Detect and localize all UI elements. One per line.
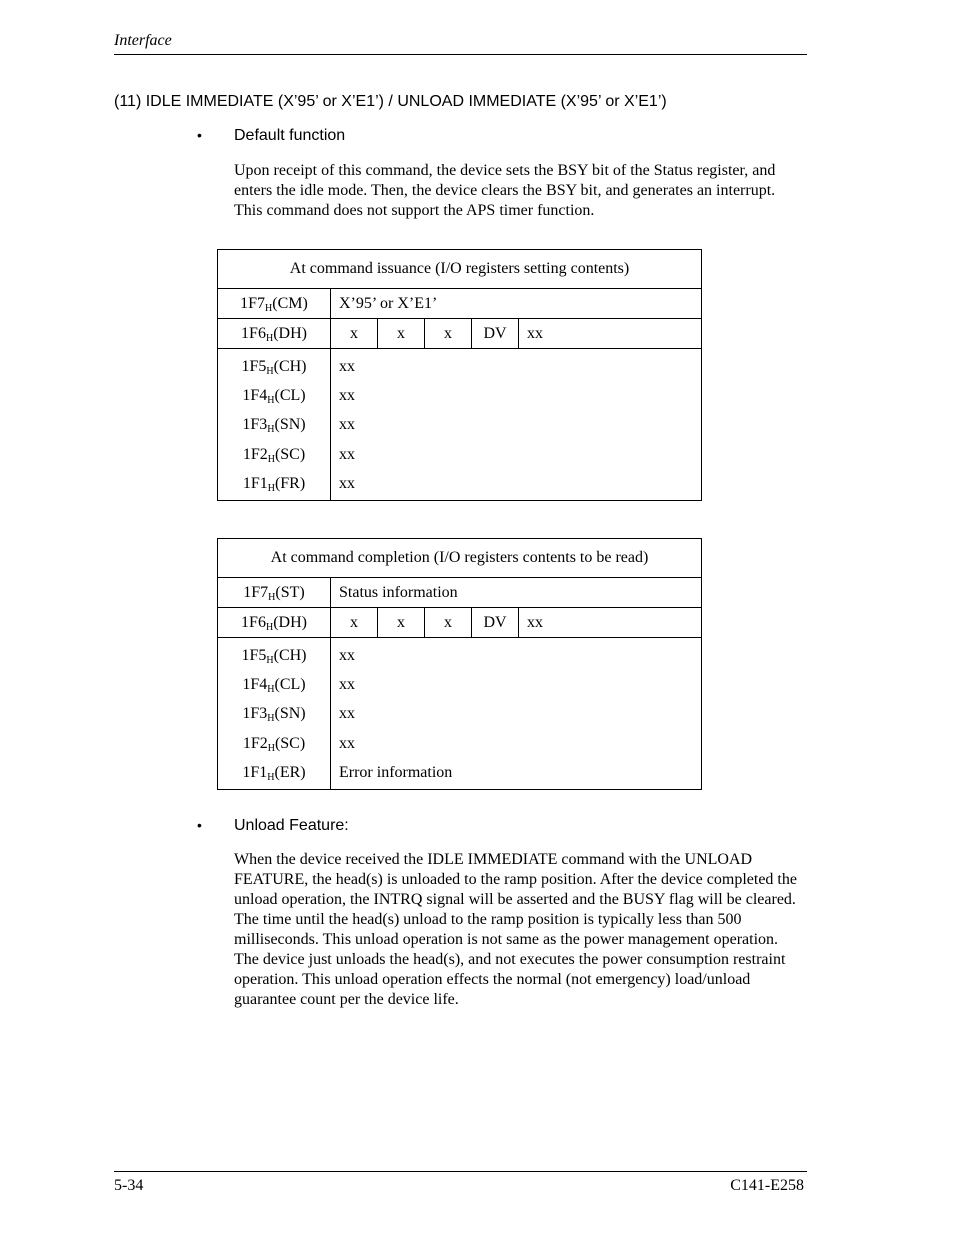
table-row-label: $1F3_H(SN)$ [242,705,306,725]
completion-table-title: At command completion (I/O registers contents to be read) [218,539,702,578]
table-row-value: xx [339,445,355,463]
section-title: (11) IDLE IMMEDIATE (X’95’ or X’E1’) / UNLOAD IMMEDIATE (X’95’ or X’E1’) [114,93,667,110]
completion-register-table [217,538,702,790]
document-id: C141-E258 [730,1177,804,1194]
default-function-text: Upon receipt of this command, the device sets the BSY bit of the Status register, and enters the idle mode. Then, the device clears the BSY bit, and generates an interrupt. This command does not support the APS timer function. [234,162,776,219]
issuance-dh-bit: x [425,319,472,349]
issuance-dh-bit: x [378,319,425,349]
page-number: 5-34 [114,1177,144,1194]
issuance-dh-bit: x [331,319,378,349]
completion-register-names [218,638,331,790]
table-row-label: $1F1_H(ER)$ [242,763,306,783]
table-row-label: $1F4_H(CL)$ [242,387,306,407]
table-row-label: $1F2_H(SC)$ [242,734,306,754]
issuance-dh-bit: DV [472,319,519,349]
issuance-register-values [331,349,702,501]
running-header: Interface [114,32,172,49]
footer-rule [114,1171,807,1172]
default-function-paragraph [234,161,804,221]
completion-dh-tail: xx [519,608,702,638]
completion-dh-bit: x [331,608,378,638]
unload-feature-heading: Unload Feature: [234,817,349,834]
table-row-label: $1F2_H(SC)$ [242,445,306,465]
table-row-value: xx [339,474,355,492]
table-row-value: xx [339,734,355,752]
table-row-label: $1F1_H(FR)$ [242,474,306,494]
table-row-label: $1F3_H(SN)$ [242,416,306,436]
table-row-value: xx [339,358,355,375]
table-row-value: xx [339,705,355,723]
bullet-dot: • [197,817,202,833]
table-row-label: $1F4_H(CL)$ [242,676,306,696]
table-row-label: $1F5_H(CH)$ [241,358,307,377]
completion-dh-register: $1F6_H(DH)$ [218,608,331,638]
bullet-dot: • [197,127,202,143]
default-function-heading: Default function [234,127,346,144]
unload-feature-text: When the device received the IDLE IMMEDIATE command with the UNLOAD FEATURE, the head(s) is unloaded to the ramp position. After the device completed the unload operation, the INTRQ signal will be asserted and the BUSY flag will be cleared. The time until the head(s) unload to the ramp position is typically less than 500 milliseconds. This unload operation is not same as the power management operation. The device just unloads the head(s), and not executes the power consumption restraint operation. This unload operation effects the normal (not emergency) load/unload guarantee count per the device life. [234,851,797,1008]
table-row-label: $1F5_H(CH)$ [241,647,307,666]
table-row-value: xx [339,647,355,664]
issuance-table-title: At command issuance (I/O registers setting contents) [218,250,702,289]
table-row-value: xx [339,416,355,434]
completion-register-values [331,638,702,790]
table-row-value: xx [339,676,355,694]
issuance-register-names [218,349,331,501]
issuance-register-table [217,249,702,501]
completion-dh-bit: x [378,608,425,638]
completion-dh-bit: x [425,608,472,638]
completion-st-value: Status information [331,578,702,608]
table-row-value: xx [339,387,355,405]
completion-st-register: $1F7_H(ST)$ [218,578,331,608]
issuance-cm-register: $1F7_H(CM)$ [218,289,331,319]
table-row-value: Error information [339,763,453,781]
issuance-dh-register: $1F6_H(DH)$ [218,319,331,349]
issuance-cm-value: X’95’ or X’E1’ [331,289,702,319]
issuance-dh-tail: xx [519,319,702,349]
header-rule [114,54,807,55]
unload-feature-paragraph [234,850,804,1010]
completion-dh-bit: DV [472,608,519,638]
